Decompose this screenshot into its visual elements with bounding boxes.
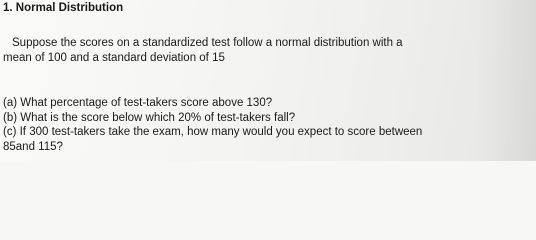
problem-statement-line-1: Suppose the scores on a standardized test follow a normal distribution with a: [12, 37, 403, 49]
question-list: [3, 96, 528, 154]
problem-statement-line-2: mean of 100 and a standard deviation of 15: [3, 52, 225, 64]
question-c-line-2: 85and 115?: [3, 140, 63, 153]
question-c-line-1: (c) If 300 test-takers take the exam, how many would you expect to score between: [3, 126, 423, 138]
question-a: (a) What percentage of test-takers score above 130?: [3, 97, 273, 109]
question-b: (b) What is the score below which 20% of test-takers fall?: [3, 111, 296, 124]
problem-title: 1. Normal Distribution: [3, 2, 124, 14]
problem-statement: [3, 36, 528, 66]
